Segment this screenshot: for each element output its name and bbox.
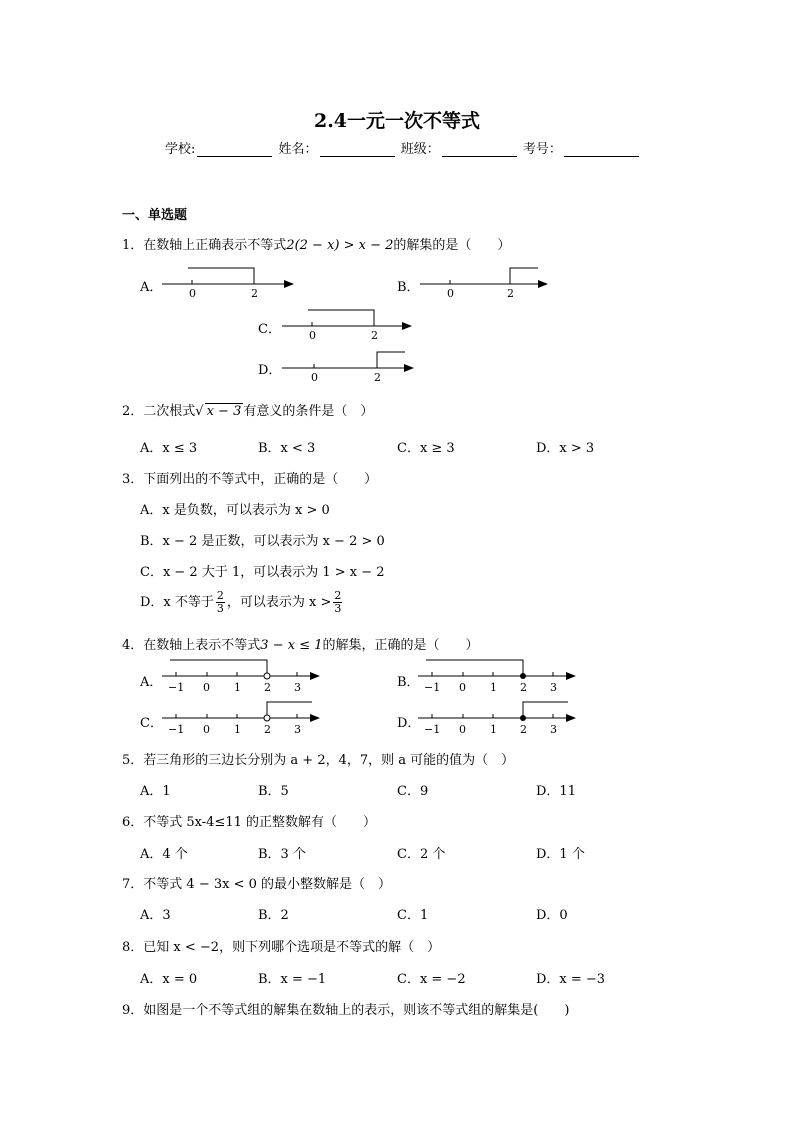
- q4-numberline-b: [416, 654, 586, 696]
- svg-text:1: 1: [234, 723, 241, 736]
- q2-option-c: C．x ≥ 3: [397, 441, 455, 456]
- q8-option-c: C．x = −2: [397, 972, 466, 987]
- question-1: 1．在数轴上正确表示不等式2(2 − x) > x − 2的解集的是（ ）: [122, 238, 511, 253]
- svg-text:−1: −1: [168, 681, 185, 694]
- svg-text:1: 1: [234, 681, 241, 694]
- tick-2: 2: [371, 329, 378, 342]
- q8-option-b: B．x = −1: [258, 972, 327, 987]
- q4-option-a-label: A．: [140, 675, 163, 690]
- section-heading: 一、单选题: [122, 208, 188, 223]
- q3-option-c: C．x − 2 大于 1，可以表示为 1 > x − 2: [140, 565, 385, 580]
- question-4: 4．在数轴上表示不等式3 − x ≤ 1的解集，正确的是（ ）: [122, 638, 479, 653]
- question-5: 5．若三角形的三边长分别为 a + 2，4，7，则 a 可能的值为（ ）: [122, 753, 515, 768]
- q6-option-d: D．1 个: [536, 847, 585, 862]
- q1-numberline-d: [280, 346, 420, 386]
- svg-text:0: 0: [203, 681, 210, 694]
- q3-option-d: D．x 不等于 $\frac{2}{3}$ ，可以表示为 x > $\frac{2}{3}$: [140, 589, 342, 615]
- q1-option-b-label: B．: [397, 280, 420, 295]
- svg-text:2: 2: [520, 681, 527, 694]
- q7-option-c: C．1: [397, 908, 429, 923]
- svg-text:−1: −1: [168, 723, 185, 736]
- q3-option-a: A．x 是负数，可以表示为 x > 0: [140, 503, 330, 518]
- q2-option-d: D．x > 3: [536, 441, 595, 456]
- tick-0: 0: [311, 371, 318, 384]
- q7-option-b: B．2: [258, 908, 289, 923]
- q2-radicand: x − 3: [206, 404, 242, 419]
- sqrt-sign: √: [195, 404, 204, 419]
- q1-numberline-c: [280, 304, 420, 344]
- tick-0: 0: [189, 287, 196, 300]
- q4-option-b-label: B．: [397, 675, 420, 690]
- tick-2: 2: [507, 287, 514, 300]
- question-6: 6．不等式 5x-4≤11 的正整数解有（ ）: [122, 815, 377, 830]
- svg-text:2: 2: [264, 681, 271, 694]
- class-blank: [442, 142, 517, 157]
- svg-text:−1: −1: [424, 723, 441, 736]
- q7-option-a: A．3: [140, 908, 171, 923]
- q5-option-c: C．9: [397, 784, 429, 799]
- q1-expression: 2(2 − x) > x − 2: [286, 238, 394, 253]
- q2-option-b: B．x < 3: [258, 441, 316, 456]
- q4-numberline-d: [416, 696, 586, 738]
- name-blank: [320, 142, 395, 157]
- svg-text:2: 2: [264, 723, 271, 736]
- svg-text:0: 0: [459, 681, 466, 694]
- question-3: 3．下面列出的不等式中，正确的是（ ）: [122, 472, 378, 487]
- q6-option-a: A．4 个: [140, 847, 188, 862]
- q3-option-b: B．x − 2 是正数，可以表示为 x − 2 > 0: [140, 534, 385, 549]
- q1-option-c-label: C．: [258, 322, 281, 337]
- fraction-two-thirds: $\frac{2}{3}$: [216, 589, 224, 615]
- svg-text:0: 0: [459, 723, 466, 736]
- q1-option-d-label: D．: [258, 363, 282, 378]
- number-blank: [564, 142, 639, 157]
- svg-text:3: 3: [294, 681, 301, 694]
- q6-option-c: C．2 个: [397, 847, 446, 862]
- svg-text:3: 3: [550, 681, 557, 694]
- fraction-two-thirds: $\frac{2}{3}$: [334, 589, 342, 615]
- q1-numberline-a: [160, 262, 300, 302]
- question-8: 8．已知 x < −2，则下列哪个选项是不等式的解（ ）: [122, 940, 441, 955]
- question-2: 2．二次根式√ x − 3 有意义的条件是（ ）: [122, 404, 374, 419]
- svg-text:−1: −1: [424, 681, 441, 694]
- q4-numberline-c: [160, 696, 330, 738]
- q1-numberline-b: [418, 262, 558, 302]
- school-blank: [197, 142, 272, 157]
- q5-option-b: B．5: [258, 784, 289, 799]
- question-7: 7．不等式 4 − 3x < 0 的最小整数解是（ ）: [122, 877, 392, 892]
- svg-text:0: 0: [203, 723, 210, 736]
- student-info-line: [165, 138, 641, 157]
- class-label: 班级：: [400, 142, 440, 157]
- q1-option-a-label: A．: [140, 280, 163, 295]
- school-label: 学校:: [165, 142, 196, 157]
- svg-text:2: 2: [520, 723, 527, 736]
- q4-option-d-label: D．: [397, 716, 421, 731]
- number-label: 考号：: [522, 142, 562, 157]
- q7-option-d: D．0: [536, 908, 568, 923]
- question-9: 9．如图是一个不等式组的解集在数轴上的表示，则该不等式组的解集是( ): [122, 1003, 570, 1018]
- q2-option-a: A．x ≤ 3: [140, 441, 198, 456]
- q5-option-a: A．1: [140, 784, 171, 799]
- q6-option-b: B．3 个: [258, 847, 306, 862]
- tick-0: 0: [309, 329, 316, 342]
- svg-text:3: 3: [550, 723, 557, 736]
- q4-expression: 3 − x ≤ 1: [260, 638, 323, 653]
- q4-numberline-a: [160, 654, 330, 696]
- q8-option-d: D．x = −3: [536, 972, 606, 987]
- q5-option-d: D．11: [536, 784, 576, 799]
- svg-text:3: 3: [294, 723, 301, 736]
- tick-2: 2: [251, 287, 258, 300]
- svg-text:1: 1: [490, 681, 497, 694]
- svg-text:1: 1: [490, 723, 497, 736]
- page-title: 2.4一元一次不等式: [313, 110, 481, 132]
- q4-option-c-label: C．: [140, 716, 163, 731]
- tick-0: 0: [447, 287, 454, 300]
- q8-option-a: A．x = 0: [140, 972, 198, 987]
- name-label: 姓名：: [278, 142, 318, 157]
- tick-2: 2: [374, 371, 381, 384]
